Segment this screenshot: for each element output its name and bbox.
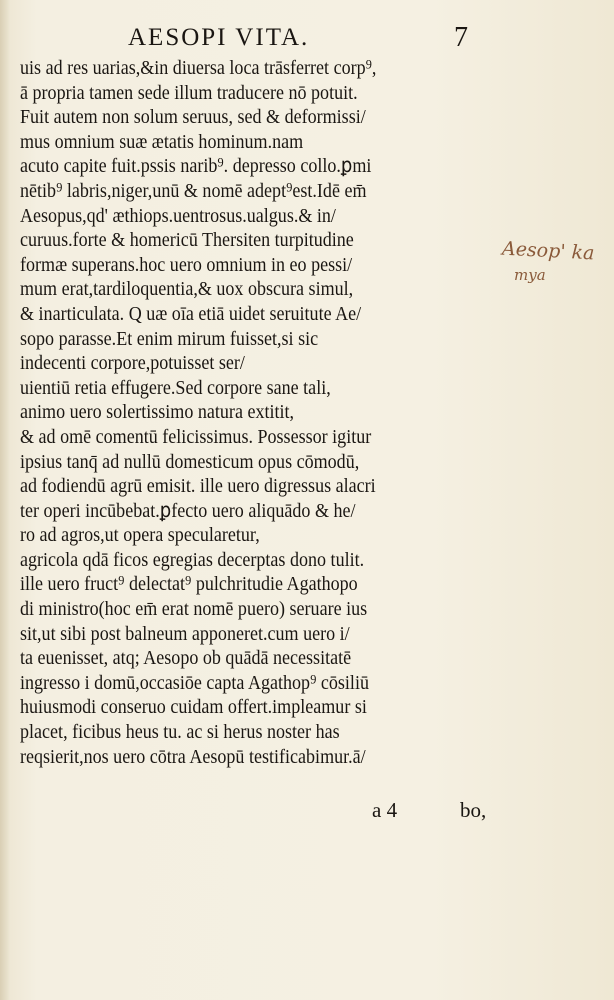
page-gutter-shadow (0, 0, 10, 1000)
text-line: Fuit autem non solum seruus, sed & deformissi/ (20, 106, 366, 129)
text-line: placet, ficibus heus tu. ac si herus noster has (20, 721, 340, 744)
text-line: agricola qdā ficos egregias decerptas dono tulit. (20, 548, 365, 571)
page-number: 7 (454, 22, 468, 53)
text-line: reqsierit,nos uero cōtra Aesopū testificabimur.ā/ (20, 745, 366, 768)
margin-note-line: mya (514, 266, 546, 284)
running-head: AESOPI VITA. (128, 24, 310, 51)
text-line: ille uero fruct⁹ delectat⁹ pulchritudie Agathopo (20, 573, 358, 596)
signature-mark: a 4 (372, 798, 398, 822)
text-line: ta euenisset, atq; Aesopo ob quādā necessitatē (20, 647, 352, 670)
text-line: & inarticulata. Q uæ oīa etiā uidet seruitute Ae/ (20, 302, 362, 325)
text-line: & ad omē comentū felicissimus. Possessor igitur (20, 425, 372, 448)
text-line: huiusmodi conseruo cuidam offert.impleamur si (20, 696, 367, 719)
text-line: mum erat,tardiloquentia,& uox obscura simul, (20, 278, 354, 301)
text-line: sit,ut sibi post balneum apponeret.cum uero i/ (20, 622, 350, 645)
text-line: ipsius tanq̄ ad nullū domesticum opus cōmodū, (20, 450, 360, 473)
text-line: ter operi incūbebat.ꝑfecto uero aliquādo & he/ (20, 499, 356, 522)
text-line: animo uero solertissimo natura extitit, (20, 401, 295, 424)
text-line: nētib⁹ labris,niger,unū & nomē adept⁹est.Idē em̄ (20, 179, 367, 202)
text-line: Aesopus,qd' æthiops.uentrosus.ualgus.& in/ (20, 204, 336, 227)
body-text (20, 56, 490, 769)
text-line: ingresso i domū,occasiōe capta Agathop⁹ cōsiliū (20, 671, 369, 694)
text-line: uientiū retia effugere.Sed corpore sane tali, (20, 376, 331, 399)
text-line: indecenti corpore,potuisset ser/ (20, 352, 245, 375)
page-footer (20, 798, 490, 828)
text-line: ad fodiendū agrū emisit. ille uero digressus alacri (20, 475, 376, 498)
text-line: sopo parasse.Et enim mirum fuisset,si sic (20, 327, 319, 350)
text-line: di ministro(hoc em̄ erat nomē puero) seruare ius (20, 598, 368, 621)
text-line: ā propria tamen sede illum traducere nō potuit. (20, 81, 358, 104)
text-line: mus omnium suæ ætatis hominum.nam (20, 130, 304, 153)
text-line: formæ superans.hoc uero omnium in eo pessi/ (20, 253, 353, 276)
text-line: ro ad agros,ut opera specularetur, (20, 524, 260, 547)
text-line: curuus.forte & homericū Thersiten turpitudine (20, 229, 354, 252)
text-line: uis ad res uarias,&in diuersa loca trāsferret corp⁹, (20, 57, 377, 79)
text-line: acuto capite fuit.pssis narib⁹. depresso collo.ꝑmi (20, 155, 372, 178)
margin-note-line: Aesop' ka (501, 237, 595, 265)
catchword: bo, (460, 798, 487, 822)
handwritten-margin-note (501, 237, 612, 300)
